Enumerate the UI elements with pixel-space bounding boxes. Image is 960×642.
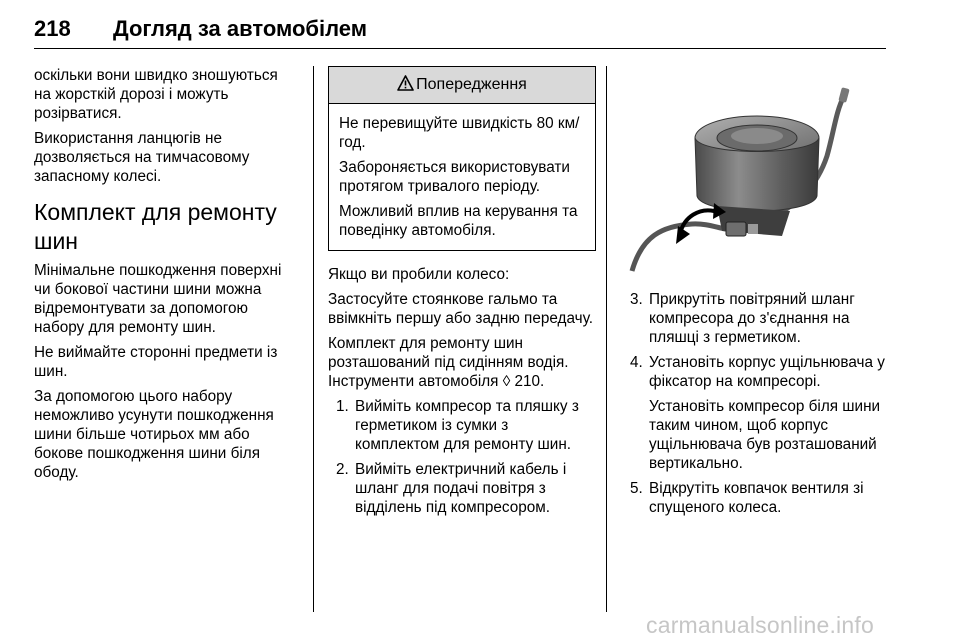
column-2	[328, 66, 596, 523]
column-divider-left	[313, 66, 314, 612]
list-item	[622, 353, 892, 473]
paragraph: Якщо ви пробили колесо:	[328, 266, 510, 283]
column-1	[34, 66, 296, 488]
warning-box	[328, 66, 596, 251]
step-text: Установіть корпус ущільнювача у фіксатор на компресорі.	[649, 354, 885, 390]
list-item	[622, 479, 892, 517]
step-number: 1.	[336, 398, 349, 415]
step-text: Вийміть електричний кабель і шланг для подачі повітря з відділень під компресором.	[355, 461, 567, 516]
warning-header	[329, 67, 595, 104]
warning-text: Забороняється використовувати протягом тривалого періоду.	[339, 159, 570, 195]
list-item	[622, 290, 892, 347]
steps-list	[328, 397, 596, 517]
step-number: 4.	[630, 354, 643, 371]
paragraph: Мінімальне пошкодження поверхні чи бокової частини шини можна відремонтувати за допомогою набору для ремонту шин.	[34, 262, 282, 336]
chapter-title: Догляд за автомобілем	[113, 16, 368, 41]
page-number: 218	[34, 16, 71, 41]
column-divider-right	[606, 66, 607, 612]
step-text: Прикрутіть повітряний шланг компресора до з'єднання на пляшці з герметиком.	[649, 291, 855, 346]
paragraph: Використання ланцюгів не дозволяється на тимчасовому запасному колесі.	[34, 130, 250, 185]
step-text: Вийміть компресор та пляшку з герметиком із сумки з комплектом для ремонту шин.	[355, 398, 579, 453]
watermark: carmanualsonline.info	[646, 612, 874, 638]
warning-body	[329, 104, 595, 250]
paragraph: Застосуйте стоянкове гальмо та ввімкніть першу або задню передачу.	[328, 291, 593, 327]
list-item	[328, 397, 596, 454]
warning-text: Не перевищуйте швидкість 80 км/год.	[339, 115, 580, 151]
column-3	[622, 66, 892, 523]
warning-text: Можливий вплив на керування та поведінку автомобіля.	[339, 203, 578, 239]
paragraph: Не виймайте сторонні предмети із шин.	[34, 344, 278, 380]
warning-title: Попередження	[416, 76, 527, 93]
warning-triangle-icon	[397, 69, 414, 105]
header-rule	[34, 48, 886, 49]
paragraph: оскільки вони швидко зношуються на жорсткій дорозі і можуть розірватися.	[34, 67, 278, 122]
section-heading: Комплект для ремонту шин	[34, 199, 277, 254]
compressor-illustration	[622, 66, 892, 276]
list-item	[328, 460, 596, 517]
step-text: Установіть компресор біля шини таким чином, щоб корпус ущільнювача був розташований вертикально.	[649, 398, 881, 472]
steps-list	[622, 290, 892, 517]
step-number: 2.	[336, 461, 349, 478]
step-number: 5.	[630, 480, 643, 497]
step-text: Відкрутіть ковпачок вентиля зі спущеного колеса.	[649, 480, 864, 516]
step-number: 3.	[630, 291, 643, 308]
paragraph: За допомогою цього набору неможливо усунути пошкодження шини більше чотирьох мм або бокове пошкодження шини біля ободу.	[34, 388, 274, 481]
paragraph: Комплект для ремонту шин розташований під сидінням водія. Інструменти автомобіля ◊ 210.	[328, 335, 569, 390]
